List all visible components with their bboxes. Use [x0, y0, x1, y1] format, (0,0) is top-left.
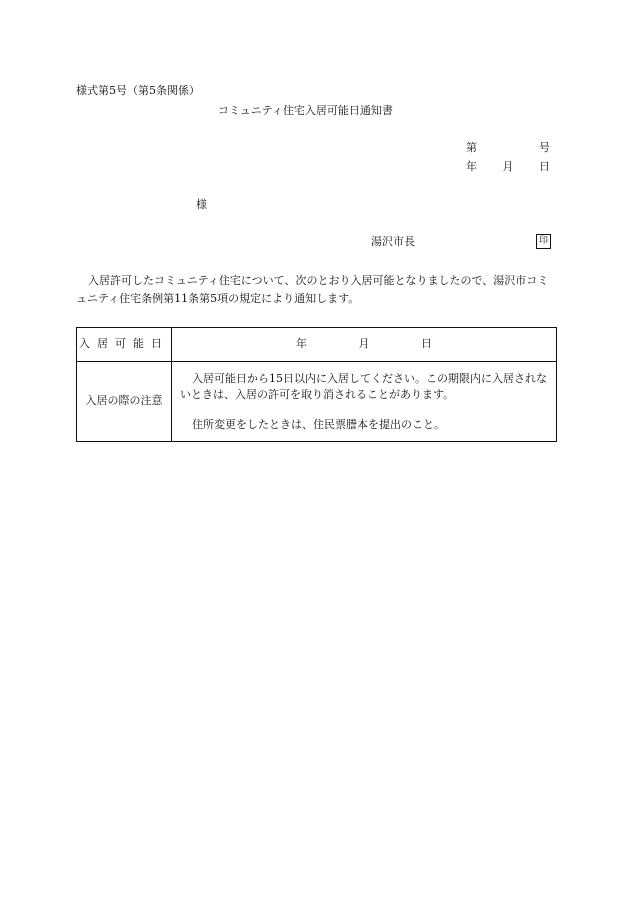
date-year: 年 — [466, 160, 477, 173]
date-month: 月 — [502, 160, 514, 173]
number-prefix: 第 — [466, 141, 477, 154]
note-deadline: 入居可能日から15日以内に入居してください。この期限内に入居されないときは、入居の許可を取り消されることがあります。 — [180, 371, 547, 401]
move-in-date-label: 入居可能日 — [79, 337, 169, 351]
seal-stamp: 印 — [536, 234, 551, 249]
notes-cell — [172, 362, 557, 442]
move-in-month: 月 — [358, 337, 370, 351]
date-day: 日 — [539, 160, 550, 173]
issuer-name: 湯沢市長 — [371, 235, 415, 248]
notes-label: 入居の際の注意 — [85, 394, 163, 408]
move-in-year: 年 — [296, 337, 307, 351]
document-title: コミュニティ住宅入居可能日通知書 — [218, 104, 393, 117]
table-row — [77, 328, 557, 362]
number-suffix: 号 — [539, 141, 550, 154]
table-row — [77, 362, 557, 442]
move-in-date-cell — [172, 328, 557, 362]
notice-body: 入居許可したコミュニティ住宅について、次のとおり入居可能となりましたので、湯沢市コミュニティ住宅条例第11条第5項の規定により通知します。 — [76, 274, 549, 305]
recipient-honorific: 様 — [196, 198, 207, 211]
notice-table — [76, 327, 557, 442]
notes-label-cell — [77, 362, 172, 442]
note-address-change: 住所変更をしたときは、住民票謄本を提出のこと。 — [192, 417, 445, 431]
move-in-date-label-cell — [77, 328, 172, 362]
move-in-day: 日 — [421, 337, 432, 351]
issue-date-line — [466, 160, 550, 175]
form-number: 様式第5号（第5条関係） — [76, 84, 200, 97]
document-number-line — [466, 141, 550, 156]
